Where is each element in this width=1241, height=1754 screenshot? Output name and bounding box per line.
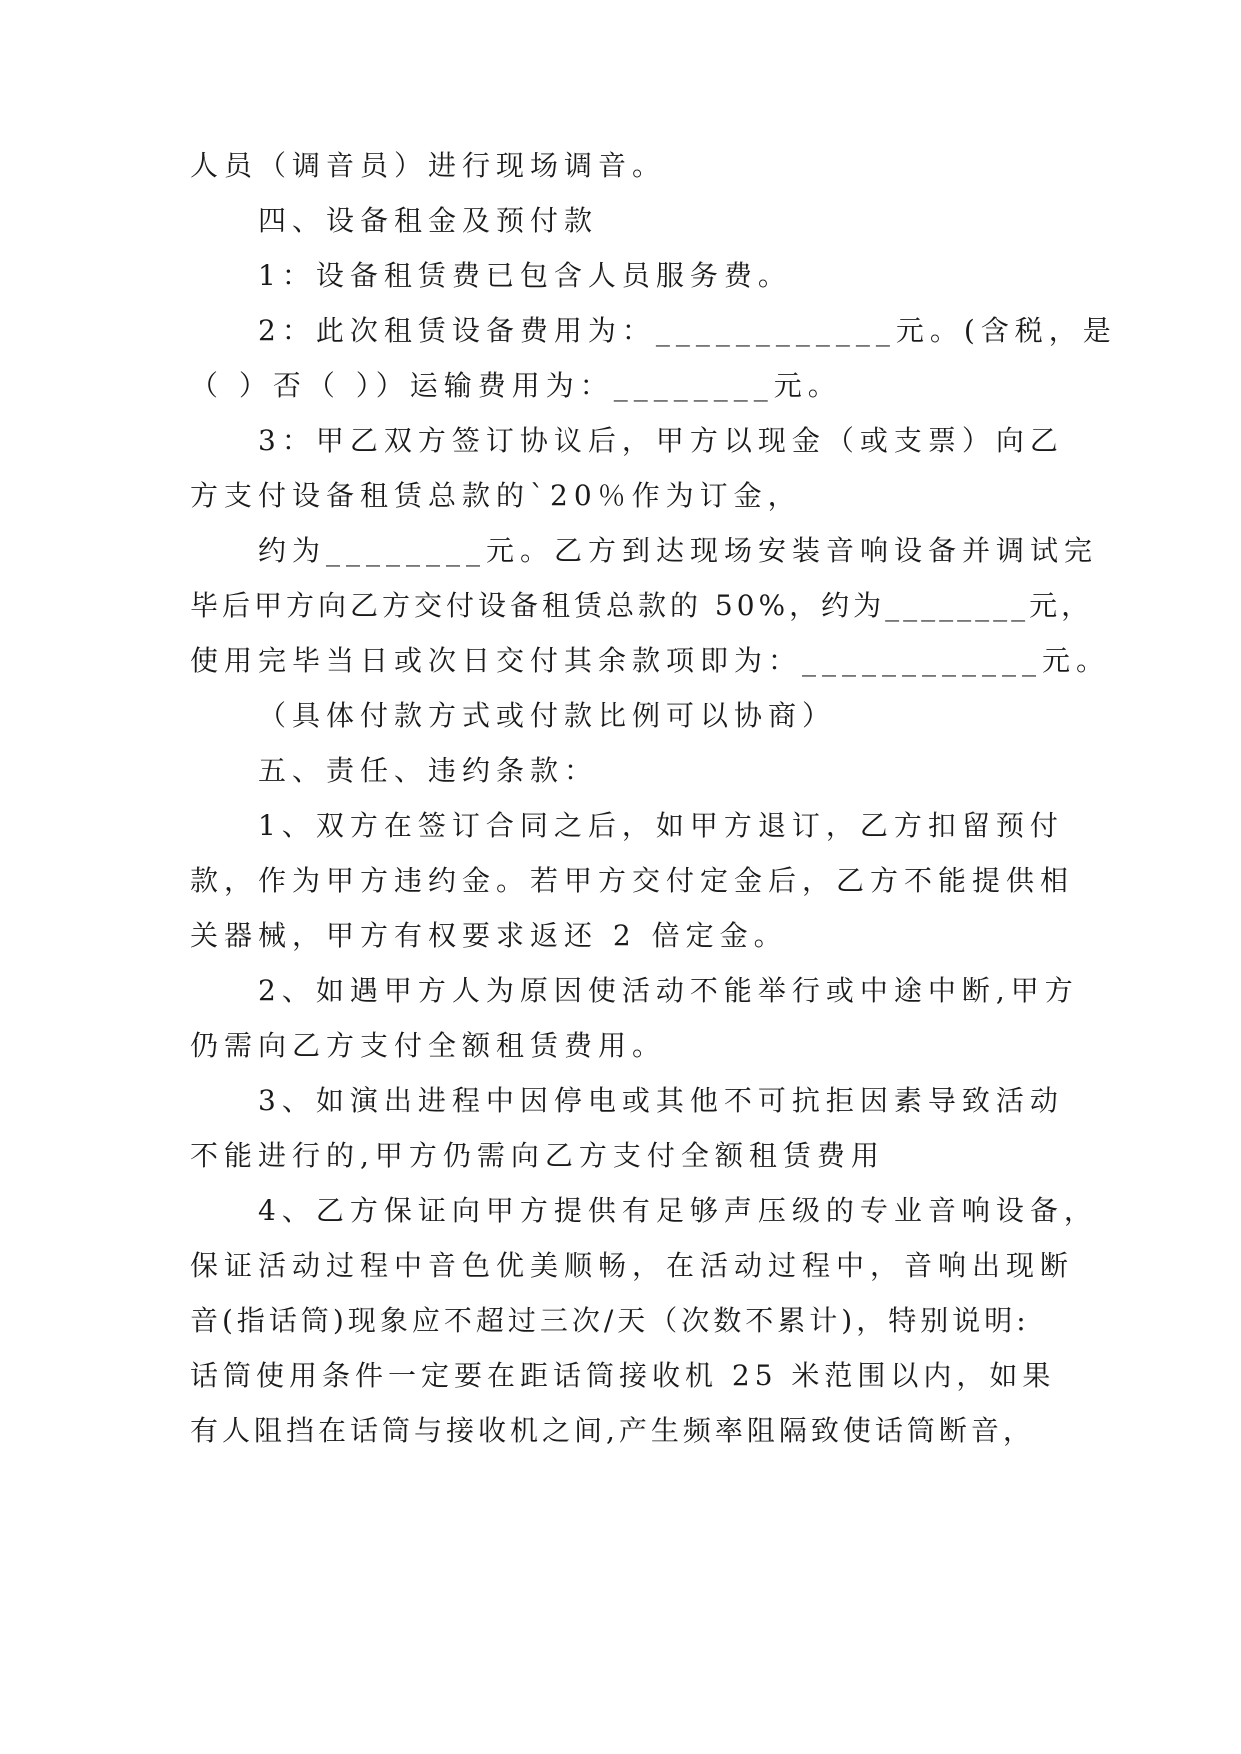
text-line: 保证活动过程中音色优美顺畅，在活动过程中，音响出现断	[190, 1249, 1075, 1282]
text-line: 2、如遇甲方人为原因使活动不能举行或中途中断,甲方	[258, 974, 1079, 1007]
text-line: （具体付款方式或付款比例可以协商）	[258, 699, 837, 732]
text-line: 音(指话筒)现象应不超过三次/天（次数不累计)，特别说明:	[190, 1304, 1030, 1337]
text-line: 1：设备租赁费已包含人员服务费。	[258, 259, 792, 292]
section-heading: 五、责任、违约条款：	[258, 754, 599, 787]
section-heading: 四、设备租金及预付款	[258, 204, 599, 237]
text-line: 人员（调音员）进行现场调音。	[190, 149, 667, 182]
text-line: 2：此次租赁设备费用为：____________元。(含税，是	[258, 314, 1117, 347]
text-line: 关器械，甲方有权要求返还 2 倍定金。	[190, 919, 788, 952]
text-line: 款，作为甲方违约金。若甲方交付定金后，乙方不能提供相	[190, 864, 1075, 897]
text-line: 3、如演出进程中因停电或其他不可抗拒因素导致活动	[258, 1084, 1064, 1117]
text-line: 3：甲乙双方签订协议后，甲方以现金（或支票）向乙	[258, 424, 1064, 457]
text-line: 仍需向乙方支付全额租赁费用。	[190, 1029, 667, 1062]
text-line: 约为________元。乙方到达现场安装音响设备并调试完	[258, 534, 1099, 567]
text-line: 1、双方在签订合同之后，如甲方退订，乙方扣留预付	[258, 809, 1064, 842]
text-line: （ ）否（ ））运输费用为：________元。	[190, 369, 842, 402]
text-line: 方支付设备租赁总款的`20％作为订金，	[190, 479, 802, 512]
text-line: 4、乙方保证向甲方提供有足够声压级的专业音响设备，	[258, 1194, 1098, 1227]
text-line: 使用完毕当日或次日交付其余款项即为：____________元。	[190, 644, 1111, 677]
text-line: 不能进行的,甲方仍需向乙方支付全额租赁费用	[190, 1139, 885, 1172]
text-line: 话筒使用条件一定要在距话筒接收机 25 米范围以内，如果	[190, 1359, 1056, 1392]
text-line: 有人阻挡在话筒与接收机之间,产生频率阻隔致使话筒断音，	[190, 1414, 1035, 1447]
text-line: 毕后甲方向乙方交付设备租赁总款的 50%，约为________元，	[190, 589, 1094, 622]
